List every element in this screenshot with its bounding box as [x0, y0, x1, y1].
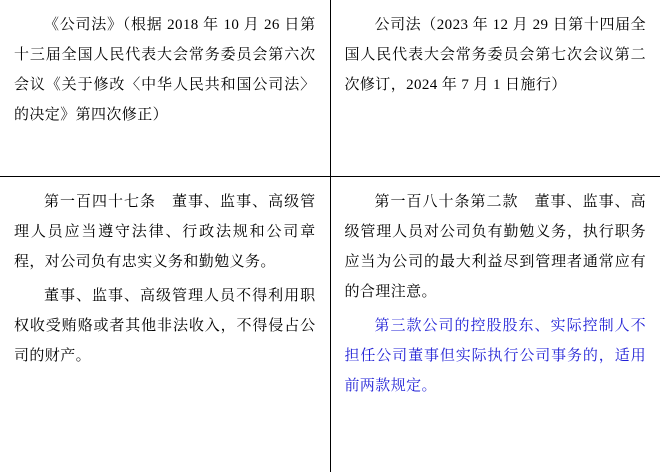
- table-cell-old-law-title: [0, 0, 330, 176]
- table-row: [0, 176, 660, 472]
- paragraph: 第一百八十条第二款 董事、监事、高级管理人员对公司负有勤勉义务，执行职务应当为公司的最大利益尽到管理者通常应有的合理注意。: [344, 193, 646, 300]
- paragraph: 第一百四十七条 董事、监事、高级管理人员应当遵守法律、行政法规和公司章程，对公司负有忠实义务和勤勉义务。: [14, 193, 316, 270]
- paragraph-highlighted: 第三款公司的控股股东、实际控制人不担任公司董事但实际执行公司事务的，适用前两款规定。: [344, 317, 646, 394]
- table-cell-new-law-title: [330, 0, 660, 176]
- table-cell-old-law-article: [0, 176, 330, 472]
- paragraph: 董事、监事、高级管理人员不得利用职权收受贿赂或者其他非法收入，不得侵占公司的财产。: [14, 287, 316, 364]
- paragraph: 《公司法》（根据 2018 年 10 月 26 日第十三届全国人民代表大会常务委员会第六次会议《关于修改〈中华人民共和国公司法〉的决定》第四次修正）: [14, 17, 316, 123]
- table-cell-new-law-article: [330, 176, 660, 472]
- paragraph: 公司法（2023 年 12 月 29 日第十四届全国人民代表大会常务委员会第七次会议第二次修订，2024 年 7 月 1 日施行）: [344, 17, 646, 93]
- table-row: [0, 0, 660, 176]
